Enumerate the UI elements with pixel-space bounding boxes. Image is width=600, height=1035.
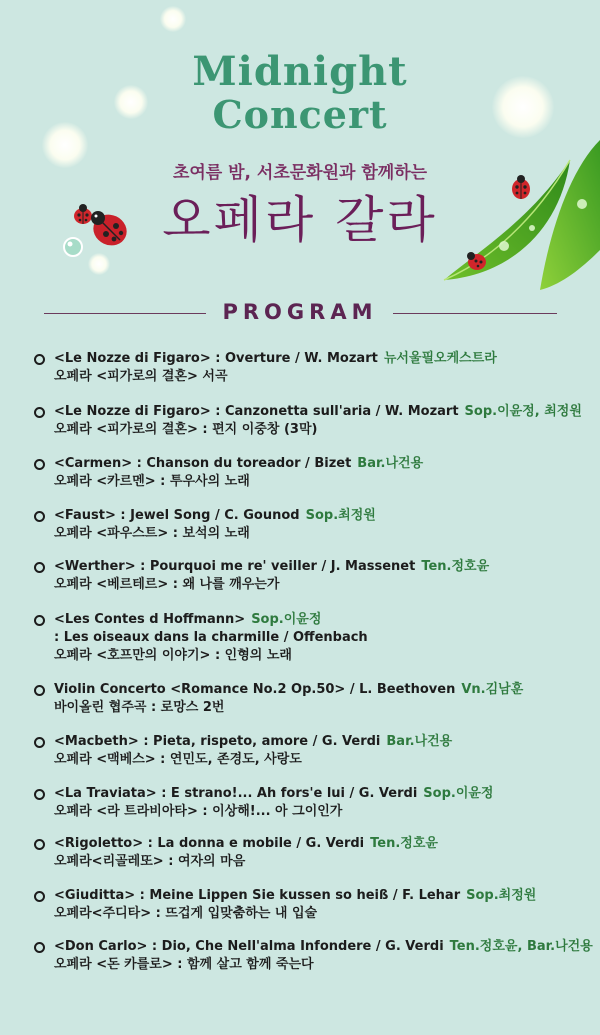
- performer: Sop.이윤정, 최정원: [464, 404, 582, 419]
- piece-korean: 오페라 <라 트라비아타> : 이상해!... 아 그이인가: [54, 804, 343, 819]
- piece-korean: 오페라 <피가로의 결혼> 서곡: [54, 369, 228, 384]
- performer: Sop.이윤정: [251, 612, 322, 627]
- bullet-icon: [34, 354, 45, 365]
- bullet-icon: [34, 891, 45, 902]
- piece-title: <Le Nozze di Figaro> : Canzonetta sull'aria / W. Mozart: [54, 404, 459, 419]
- performer: Ten.정호윤: [370, 836, 438, 851]
- program-item: [34, 835, 438, 871]
- subtitle: 초여름 밤, 서초문화원과 함께하는: [172, 163, 428, 183]
- performer: Sop.이윤정: [423, 786, 494, 801]
- piece-korean: 오페라 <카르멘> : 투우사의 노래: [54, 474, 250, 489]
- performer: 뉴서울필오케스트라: [383, 351, 497, 366]
- bullet-icon: [34, 407, 45, 418]
- ladybug-icon: [466, 250, 488, 272]
- program-heading: [0, 298, 600, 328]
- piece-title: Violin Concerto <Romance No.2 Op.50> / L. Beethoven: [54, 682, 456, 697]
- piece-korean: 오페라 <베르테르> : 왜 나를 깨우는가: [54, 577, 280, 592]
- piece-title: <Le Nozze di Figaro> : Overture / W. Mozart: [54, 351, 378, 366]
- page-title: 오페라 갈라: [162, 191, 438, 249]
- performer: Ten.정호윤: [421, 559, 490, 574]
- piece-korean: 오페라 <파우스트> : 보석의 노래: [54, 526, 250, 541]
- program-item: [34, 887, 536, 923]
- piece-title: <La Traviata> : E strano!... Ah fors'e lui / G. Verdi: [54, 786, 418, 801]
- piece-title: <Macbeth> : Pieta, rispeto, amore / G. Verdi: [54, 734, 381, 749]
- program-item: [34, 455, 423, 491]
- piece-korean: 오페라 <피가로의 결혼> : 편지 이중창 (3막): [54, 422, 318, 437]
- piece-korean: 오페라<리골레또> : 여자의 마음: [54, 854, 246, 869]
- bullet-icon: [34, 737, 45, 748]
- program-item: [34, 938, 593, 974]
- piece-title: <Don Carlo> : Dio, Che Nell'alma Infondere / G. Verdi: [54, 939, 444, 954]
- bullet-icon: [34, 615, 45, 626]
- program-item: [34, 681, 523, 717]
- piece-korean: 오페라 <맥베스> : 연민도, 존경도, 사랑도: [54, 752, 302, 767]
- piece-korean: 오페라<주디타> : 뜨겁게 입맞춤하는 내 입술: [54, 906, 318, 921]
- performer: Vn.김남훈: [461, 682, 524, 697]
- logo-line1: Midnight: [192, 48, 408, 95]
- bullet-icon: [34, 789, 45, 800]
- piece-title: <Les Contes d Hoffmann>: [54, 612, 246, 627]
- divider: [393, 313, 557, 314]
- bullet-icon: [34, 685, 45, 696]
- program-item: [34, 733, 452, 769]
- bullet-icon: [34, 839, 45, 850]
- program-item: [34, 507, 376, 543]
- bullet-icon: [34, 511, 45, 522]
- bokeh-light: [160, 6, 186, 32]
- performer: Bar.나건용: [357, 456, 424, 471]
- piece-korean: 바이올린 협주곡 : 로망스 2번: [54, 700, 225, 715]
- piece-korean: 오페라 <호프만의 이야기> : 인형의 노래: [54, 648, 292, 663]
- section-title: PROGRAM: [222, 300, 378, 324]
- program-item: [34, 350, 497, 386]
- bokeh-light: [88, 253, 110, 275]
- performer: Sop.최정원: [305, 508, 376, 523]
- bullet-icon: [34, 459, 45, 470]
- program-item: [34, 785, 494, 821]
- piece-title: <Giuditta> : Meine Lippen Sie kussen so heiß / F. Lehar: [54, 888, 461, 903]
- bullet-icon: [34, 562, 45, 573]
- ladybug-icon: [510, 174, 532, 200]
- piece-subtitle: : Les oiseaux dans la charmille / Offenbach: [54, 630, 368, 645]
- performer: Bar.나건용: [386, 734, 453, 749]
- piece-title: <Carmen> : Chanson du toreador / Bizet: [54, 456, 352, 471]
- piece-korean: 오페라 <돈 카를로> : 함께 살고 함께 죽는다: [54, 957, 314, 972]
- program-item: [34, 558, 489, 594]
- performer: Ten.정호윤, Bar.나건용: [449, 939, 593, 954]
- piece-title: <Rigoletto> : La donna e mobile / G. Verdi: [54, 836, 365, 851]
- bullet-icon: [34, 942, 45, 953]
- header-banner: [0, 0, 600, 300]
- program-item: [34, 403, 582, 439]
- performer: Sop.최정원: [466, 888, 537, 903]
- piece-title: <Faust> : Jewel Song / C. Gounod: [54, 508, 300, 523]
- logo-line2: Concert: [212, 92, 388, 137]
- piece-title: <Werther> : Pourquoi me re' veiller / J. Massenet: [54, 559, 416, 574]
- program-item: [34, 611, 368, 665]
